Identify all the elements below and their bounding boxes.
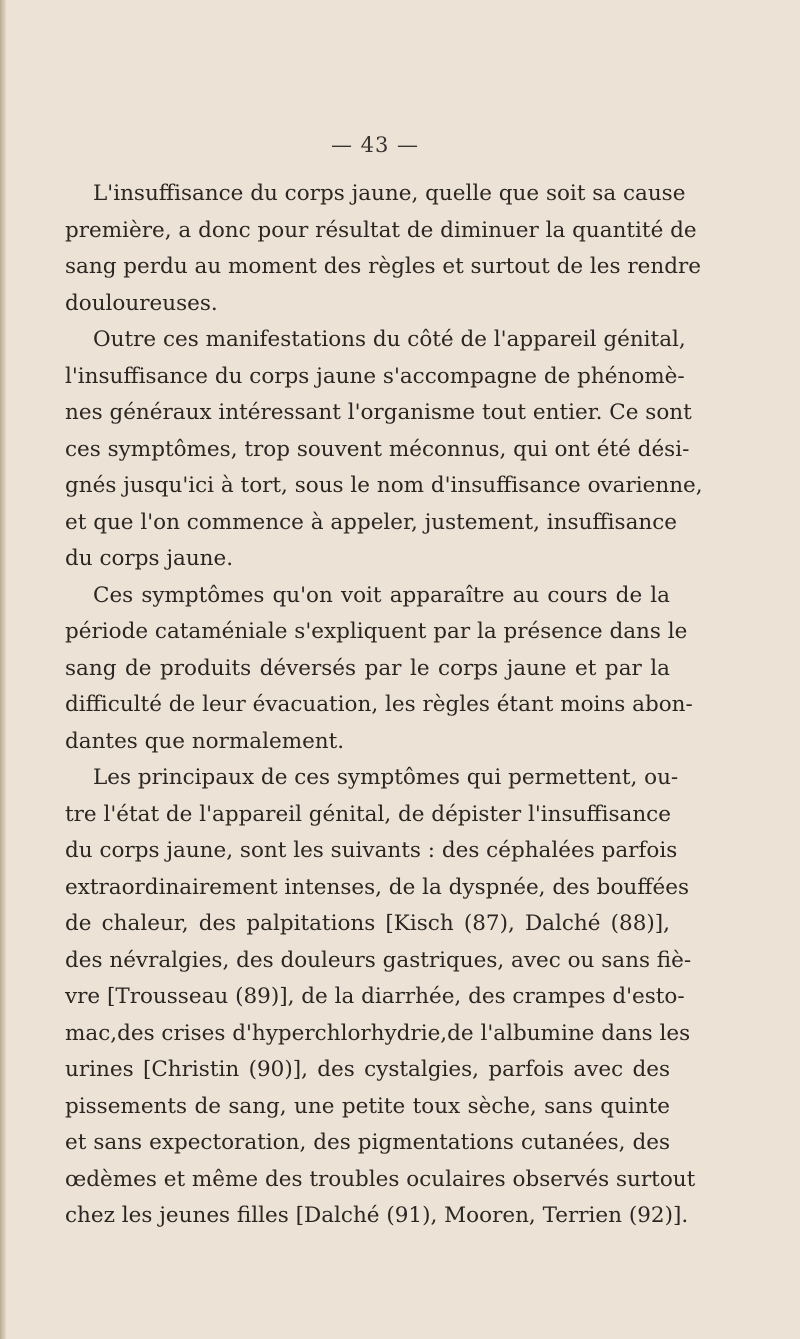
text-line: nes généraux intéressant l'organisme tout entier. Ce sont <box>65 400 692 425</box>
text-line: des névralgies, des douleurs gastriques, avec ou sans fiè- <box>65 947 692 973</box>
text-line: chez les jeunes filles [Dalché (91), Mooren, Terrien (92)]. <box>65 1203 689 1228</box>
text-line: œdèmes et même des troubles oculaires observés surtout <box>65 1166 696 1192</box>
text-line: du corps jaune. <box>65 546 234 571</box>
text-line: Les principaux de ces symptômes qui permettent, ou- <box>93 765 679 790</box>
text-line: de chaleur, des palpitations [Kisch (87), Dalché (88)], <box>65 911 670 936</box>
text-line: première, a donc pour résultat de diminuer la quantité de <box>65 217 697 243</box>
text-line: gnés jusqu'ici à tort, sous le nom d'insuffisance ovarienne, <box>65 473 703 498</box>
paragraph <box>65 760 696 1235</box>
text-line: tre l'état de l'appareil génital, de dépister l'insuffisance <box>65 801 671 827</box>
text-line: ces symptômes, trop souvent méconnus, qui ont été dési- <box>65 436 690 462</box>
text-line: douloureuses. <box>65 290 218 316</box>
text-line: pissements de sang, une petite toux sèche, sans quinte <box>65 1093 670 1119</box>
text-line: difficulté de leur évacuation, les règles étant moins abon- <box>65 692 693 717</box>
paragraph <box>65 578 693 761</box>
text-line: sang perdu au moment des règles et surtout de les rendre <box>65 254 702 279</box>
page-edge <box>0 0 6 1339</box>
text-line: du corps jaune, sont les suivants : des céphalées parfois <box>65 838 678 863</box>
text-line: et sans expectoration, des pigmentations cutanées, des <box>65 1130 670 1155</box>
text-line: mac,des crises d'hyperchlorhydrie,de l'albumine dans les <box>65 1020 691 1046</box>
text-line: et que l'on commence à appeler, justement, insuffisance <box>65 509 678 535</box>
text-line: extraordinairement intenses, de la dyspnée, des bouffées <box>65 874 689 900</box>
body-text <box>65 176 703 1235</box>
text-line: période cataméniale s'expliquent par la présence dans le <box>65 619 688 644</box>
text-line: Ces symptômes qu'on voit apparaître au cours de la <box>93 582 670 608</box>
paragraph <box>65 322 703 578</box>
text-line: l'insuffisance du corps jaune s'accompagne de phénomè- <box>65 363 685 389</box>
text-line: L'insuffisance du corps jaune, quelle que soit sa cause <box>93 181 686 206</box>
text-line: dantes que normalement. <box>65 728 345 754</box>
text-line: vre [Trousseau (89)], de la diarrhée, des crampes d'esto- <box>65 984 685 1009</box>
text-line: urines [Christin (90)], des cystalgies, parfois avec des <box>65 1057 670 1082</box>
text-line: sang de produits déversés par le corps jaune et par la <box>65 655 670 681</box>
text-line: Outre ces manifestations du côté de l'appareil génital, <box>93 327 686 352</box>
paragraph <box>65 176 702 322</box>
page-number: — 43 — <box>330 133 420 157</box>
